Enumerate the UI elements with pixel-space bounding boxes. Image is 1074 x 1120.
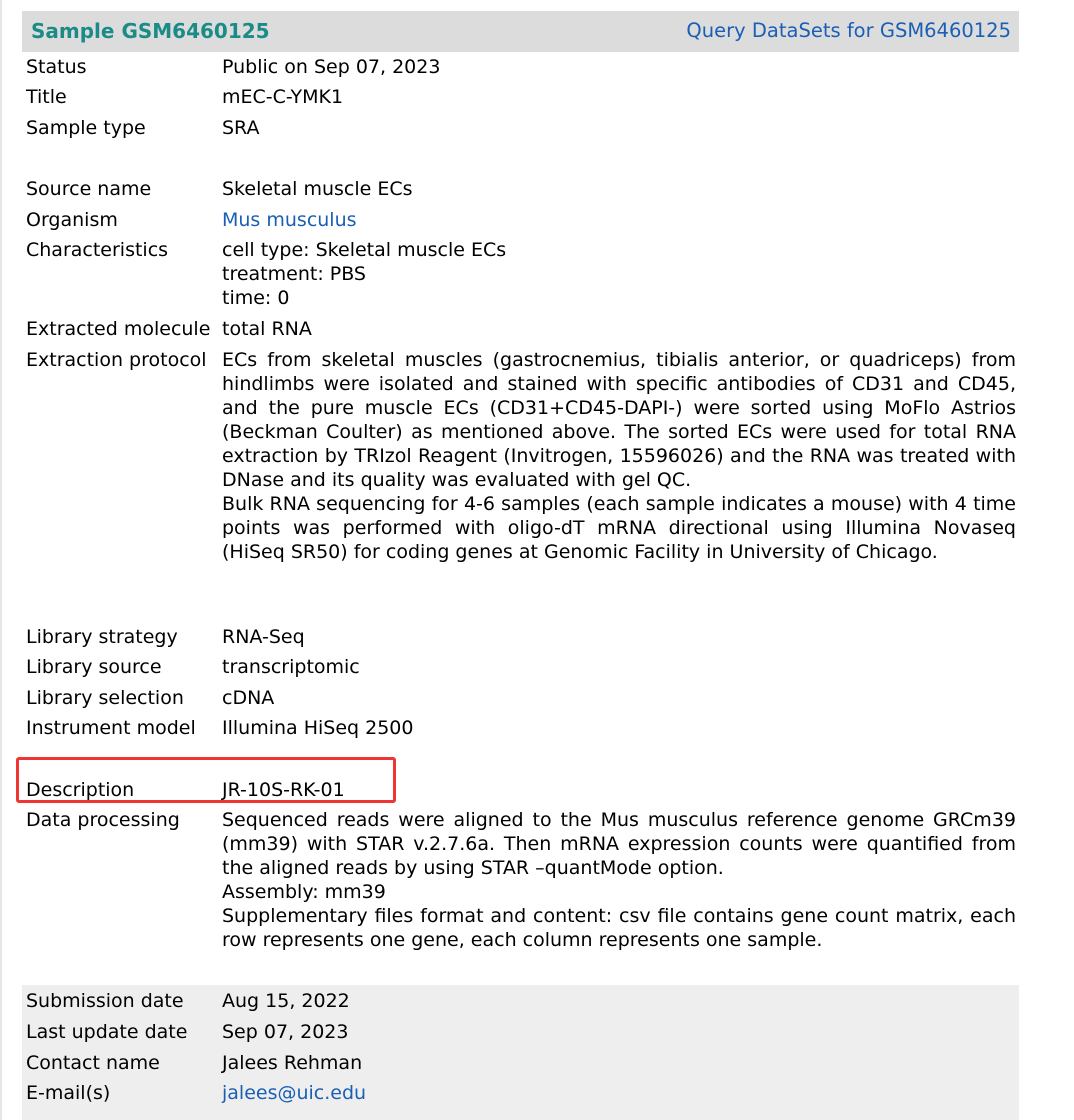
- library-source-label: Library source: [26, 656, 162, 678]
- source-name-label: Source name: [26, 178, 152, 200]
- status-value: Public on Sep 07, 2023: [222, 56, 441, 78]
- organism-link[interactable]: Mus musculus: [222, 209, 357, 231]
- characteristics-line: treatment: PBS: [222, 263, 366, 285]
- library-selection-label: Library selection: [26, 687, 184, 709]
- extraction-protocol-paragraph: Bulk RNA sequencing for 4-6 samples (each sample indicates a mouse) with 4 time points was performed with oligo-dT mRNA directional using Illumina Novaseq (HiSeq SR50) for coding genes at Genomic Facility in University of Chicago.: [222, 493, 1016, 563]
- data-processing-paragraph: Assembly: mm39: [222, 881, 386, 903]
- description-value: JR-10S-RK-01: [222, 779, 345, 801]
- submission-date-value: Aug 15, 2022: [222, 990, 350, 1012]
- instrument-model-value: Illumina HiSeq 2500: [222, 717, 414, 739]
- sample-type-label: Sample type: [26, 117, 146, 139]
- description-label: Description: [26, 779, 135, 801]
- highlight-box: [16, 757, 396, 803]
- left-border: [0, 0, 2, 1120]
- sample-title: Sample GSM6460125: [31, 19, 270, 43]
- status-label: Status: [26, 56, 87, 78]
- extracted-molecule-label: Extracted molecule: [26, 318, 211, 340]
- sample-header: [22, 11, 1019, 52]
- characteristics-line: cell type: Skeletal muscle ECs: [222, 239, 507, 261]
- library-source-value: transcriptomic: [222, 656, 360, 678]
- extraction-protocol-paragraph: ECs from skeletal muscles (gastrocnemius, tibialis anterior, or quadriceps) from hindlimbs were isolated and stained with specific antibodies of CD31 and CD45, and the pure muscle ECs (CD31+CD45-DAPI-) were sorted using MoFlo Astrios (Beckman Coulter) as mentioned above. The sorted ECs were used for total RNA extraction by TRIzol Reagent (Invitrogen, 15596026) and the RNA was treated with DNase and its quality was evaluated with gel QC.: [222, 349, 1016, 491]
- title-label: Title: [26, 86, 67, 108]
- data-processing-paragraph: Sequenced reads were aligned to the Mus musculus reference genome GRCm39 (mm39) with STAR v.2.7.6a. Then mRNA expression counts were quantified from the aligned reads by using STAR –quantMode option.: [222, 809, 1016, 879]
- query-datasets-link[interactable]: Query DataSets for GSM6460125: [686, 19, 1011, 42]
- instrument-model-label: Instrument model: [26, 717, 196, 739]
- email-label: E-mail(s): [26, 1082, 111, 1104]
- sample-type-value: SRA: [222, 117, 260, 139]
- characteristics-label: Characteristics: [26, 239, 169, 261]
- extraction-protocol-label: Extraction protocol: [26, 349, 207, 371]
- characteristics-line: time: 0: [222, 287, 290, 309]
- title-value: mEC-C-YMK1: [222, 86, 344, 108]
- contact-name-value: Jalees Rehman: [222, 1052, 363, 1074]
- submission-date-label: Submission date: [26, 990, 184, 1012]
- email-link[interactable]: jalees@uic.edu: [222, 1082, 367, 1104]
- last-update-date-value: Sep 07, 2023: [222, 1021, 349, 1043]
- extracted-molecule-value: total RNA: [222, 318, 312, 340]
- extraction-protocol-value: [222, 348, 1016, 564]
- last-update-date-label: Last update date: [26, 1021, 188, 1043]
- organism-label: Organism: [26, 209, 118, 231]
- data-processing-paragraph: Supplementary files format and content: csv file contains gene count matrix, each row represents one gene, each column represents one sample.: [222, 905, 1016, 951]
- library-strategy-label: Library strategy: [26, 626, 178, 648]
- data-processing-value: [222, 808, 1016, 952]
- source-name-value: Skeletal muscle ECs: [222, 178, 413, 200]
- library-strategy-value: RNA-Seq: [222, 626, 305, 648]
- library-selection-value: cDNA: [222, 687, 275, 709]
- contact-name-label: Contact name: [26, 1052, 160, 1074]
- data-processing-label: Data processing: [26, 809, 180, 831]
